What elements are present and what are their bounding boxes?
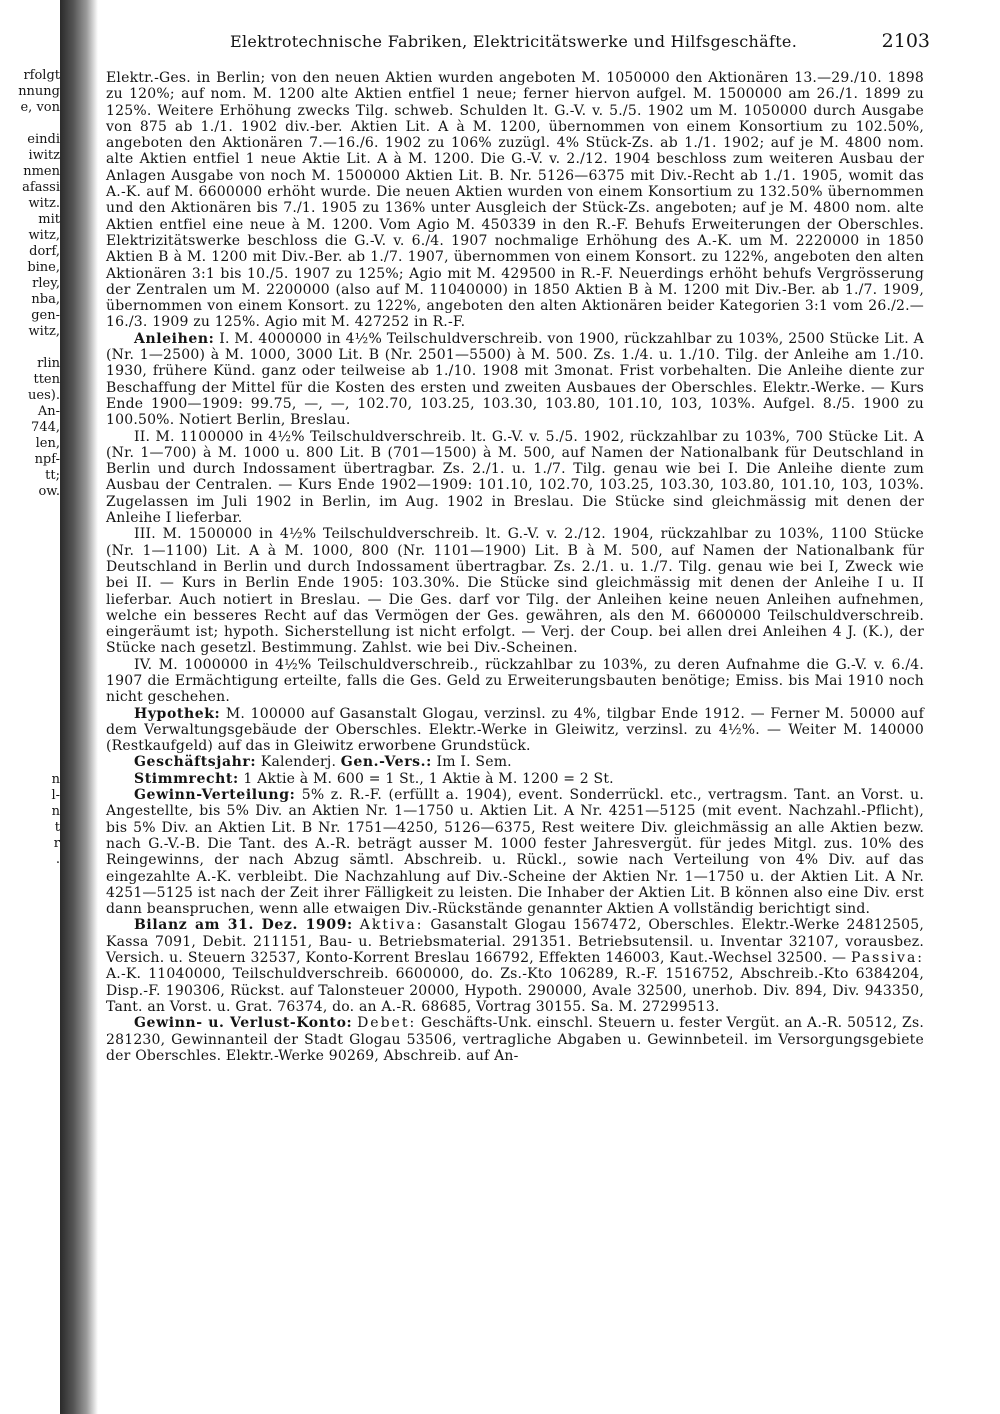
geschaeftsjahr-heading: Geschäftsjahr: [134,754,257,771]
margin-fragment: dorf, [29,244,60,259]
margin-fragment: An- [37,404,60,419]
gewinn-verteilung-text: 5% z. R.-F. (erfüllt a. 1904), event. Sonderrückl. etc., vertragsm. Tant. an Vorst. u. Angestellte, bis 5% Div. an Aktien Nr. 1—1750 u. Aktien Lit. A Nr. 4251—5125 (mit event. Nachzahl.-Pflicht), bis 5% Div. an Aktien Lit. B Nr. 1751—4250, 5126—6375, Rest weitere Div. gleichmässig an alle Aktien bezw. nach G.-V.-B. Die Tant. des A.-R. beträgt ausser M. 1000 fester Jahresvergüt. für jedes Mitgl. zus. 10% des Reingewinns, der nach Abzug sämtl. Abschreib. u. Rückl., sowie nach Verteilung von 4% Div. auf das eingezahlte A.-K. verbleibt. Die Nachzahlung auf Div.-Scheine der Aktien Nr. 1—1750 u. der Aktien Lit. A Nr. 4251—5125 ist nach der Zeit ihrer Fälligkeit zu leisten. Die Inhaber der Aktien Lit. B können also eine Div. erst dann beanspruchen, wenn alle etwaigen Div.-Rückstände genannter Aktien A vollständig berichtigt sind. [106,787,924,918]
margin-fragment [0,676,60,692]
book-gutter-shadow [60,0,98,1414]
margin-fragment [0,628,60,644]
margin-fragment [0,516,60,532]
stimmrecht-heading: Stimmrecht: [134,770,239,787]
margin-fragment [0,740,60,756]
margin-fragment [0,532,60,548]
bilanz-paragraph [106,917,924,1015]
bilanz-passiva-text: A.-K. 11040000, Teilschuldverschreib. 6600000, do. Zs.-Kto 106289, R.-F. 1516752, Abschreib.-Kto 6384204, Disp.-F. 190306, Rückst. auf Talonsteuer 20000, Hypoth. 290000, Avale 32500, unerhob. Div. 894, Div. 943350, Tant. an Vorst. u. Grat. 76374, do. an A.-R. 68685, Vortrag 30155. Sa. M. 27299513. [106,966,924,1015]
margin-fragment: l- [51,788,60,803]
bilanz-heading: Bilanz am 31. Dez. 1909: [134,917,353,934]
anleihe-2-paragraph: II. M. 1100000 in 4½% Teilschuldverschreib. lt. G.-V. v. 5./5. 1902, rückzahlbar zu 103%, 700 Stücke Lit. A (Nr. 1—700) à M. 1000 u. 800 Lit. B (701—1500) à M. 500, auf Namen der Nationalbank für Deutschland in Berlin und durch Indossament übertragbar. Zs. 2./1. u. 1./7. Tilg. genau wie bei I. Die Anleihe diente zum Ausbau der Centralen. — Kurs Ende 1902—1909: 101.10, 102.70, 103.25, 103.30, 103.80, 101.10, 103, 103%. Zugelassen im Juli 1902 in Berlin, im Aug. 1902 in Breslau. Die Stücke sind gleichmässig mit denen der Anleihe I lieferbar. [106,428,924,527]
margin-fragment: bine, [27,260,60,275]
geschaeftsjahr-text: Kalenderj. [260,754,337,771]
margin-fragment [0,564,60,580]
margin-fragment [0,724,60,740]
gewinn-verlust-heading: Gewinn- u. Verlust-Konto: [134,1015,353,1032]
running-title: Elektrotechnische Fabriken, Elektricitätswerke und Hilfsgeschäfte. [230,32,798,51]
margin-fragment: gen- [31,308,60,323]
previous-page-margin [0,68,60,868]
margin-fragment: tt; [45,468,60,483]
margin-fragment: npf- [34,452,60,467]
margin-fragment: witz. [28,196,60,211]
margin-fragment: afassi [22,180,60,195]
anleihe-3-paragraph: III. M. 1500000 in 4½% Teilschuldverschreib. lt. G.-V. v. 2./12. 1904, rückzahlbar zu 103%, 1100 Stücke (Nr. 1—1100) Lit. A à M. 1000, 800 (Nr. 1101—1900) Lit. B à M. 500, auf Namen der Nationalbank für Deutschland in Berlin und durch Indossament übertragbar. Zs. 2./1. u. 1./7. Tilg. genau wie bei I, Zweck wie bei II. — Kurs in Berlin Ende 1905: 103.30%. Die Stücke sind gleichmässig mit denen der Anleihe I u. II lieferbar. Auch notiert in Breslau. — Die Ges. darf vor Tilg. der Anleihen keine neuen Anleihen aufnehmen, welche ein besseres Recht auf das Vermögen der Ges. gewähren, als den M. 6600000 Teilschuldverschreib. eingeräumt ist; hypoth. Sicherstellung ist nicht erfolgt. — Verj. der Coup. bei allen drei Anleihen 4 J. (K.), der Stücke nach gesetzl. Bestimmung. Zahlst. wie bei Div.-Scheinen. [106,526,924,657]
margin-fragment: rfolgt [23,68,60,83]
genvers-text: Im I. Sem. [436,754,512,771]
margin-fragment [0,580,60,596]
bilanz-aktiva-text: Gasanstalt Glogau 1567472, Oberschles. Elektr.-Werke 24812505, Kassa 7091, Debit. 211151, Bau- u. Betriebsmaterial. 291351. Betriebsutensil. u. Inventar 32107, vorausbez. Versich. u. Steuern 32537, Konto-Korrent Breslau 166792, Effekten 146003, Kaut.-Wechsel 32500. — [106,917,924,967]
page-body [106,70,924,1064]
margin-fragment: len, [35,436,60,451]
margin-fragment [0,612,60,628]
margin-fragment [0,708,60,724]
margin-fragment [0,596,60,612]
margin-fragment [0,692,60,708]
margin-fragment: nmen [23,164,60,179]
capital-history-paragraph: Elektr.-Ges. in Berlin; von den neuen Aktien wurden angeboten M. 1050000 den Aktionären 13.—29./10. 1898 zu 120%; auf nom. M. 1200 alte Aktien entfiel 1 neue; ferner hiervon aufgel. M. 1500000 am 26./1. 1899 zu 125%. Weitere Erhöhung zwecks Tilg. schweb. Schulden lt. G.-V. v. 5./5. 1902 um M. 1050000 durch Ausgabe von 875 ab 1./1. 1902 div.-ber. Aktien Lit. A à M. 1200, übernommen von einem Konsortium zu 102.50%, angeboten den Aktionären 7.—16./6. 1902 zu 106% zuzügl. 4% Stück-Zs. ab 1./1. 1902; auf je M. 4800 nom. alte Aktien entfiel 1 neue Aktie Lit. A à M. 1200. Die G.-V. v. 2./12. 1904 beschloss zum weiteren Ausbau der Anlagen Ausgabe von noch M. 1500000 Aktien Lit. B. Nr. 5126—6375 mit Div.-Recht ab 1./1. 1905, womit das A.-K. auf M. 6600000 erhöht wurde. Die neuen Aktien wurden von einem Konsortium zu 132.50% übernommen und den Aktionären bis 7./1. 1905 zu 136% unter Ausgleich der Stück-Zs. angeboten; auf je M. 4800 nom. alte Aktien entfiel eine neue à M. 1200. Vom Agio M. 450339 in den R.-F. Behufs Erweiterungen der Oberschles. Elektrizitätswerke beschloss die G.-V. v. 6./4. 1907 nochmalige Erhöhung des A.-K. um M. 2220000 in 1850 Aktien B à M. 1200 mit Div.-Ber. ab 1./7. 1907, übernommen von einem Konsort. zu 122%, angeboten den alten Aktionären 3:1 bis 10./5. 1907 zu 125%; Agio mit M. 429500 in R.-F. Neuerdings erhöht behufs Vergrösserung der Zentralen um M. 2200000 (also auf M. 11040000) in 1850 Aktien B à M. 1200 mit Div.-Ber. ab 1./7. 1909, übernommen von einem Konsort. zu 122%, angeboten den alten Aktionären beider Kategorien 3:1 vom 26./2.—16./3. 1909 zu 125%. Agio mit M. 427252 in R.-F. [106,70,924,331]
hypothek-text: M. 100000 auf Gasanstalt Glogau, verzinsl. zu 4%, tilgbar Ende 1912. — Ferner M. 50000 auf dem Verwaltungsgebäude der Oberschles. Elektr.-Werke in Gleiwitz, verzinsl. zu 4½%. — Weiter M. 140000 (Restkaufgeld) auf das in Gleiwitz erworbene Grundstück. [106,705,924,755]
margin-fragment: mit [38,212,60,227]
margin-fragment [0,548,60,564]
passiva-label: Passiva: [851,950,925,967]
margin-fragment: 744, [31,420,60,435]
margin-fragment: n [51,772,60,787]
anleihen-heading: Anleihen: [134,330,215,347]
margin-fragment: nnung [18,84,60,99]
margin-fragment: r [53,836,60,851]
margin-fragment: iwitz [28,148,60,163]
margin-fragment: eindi [27,132,60,147]
margin-fragment: t [54,820,60,835]
margin-fragment [0,644,60,660]
margin-fragment [0,500,60,516]
debet-label: Debet: [357,1015,417,1032]
genvers-heading: Gen.-Vers.: [340,754,432,771]
page-header [230,32,930,56]
margin-fragment: ow. [38,484,60,499]
margin-fragment: e, von [20,100,60,115]
gewinn-verlust-text: Geschäfts-Unk. einschl. Steuern u. fester Vergüt. an A.-R. 50512, Zs. 281230, Gewinnanteil der Stadt Glogau 53506, vertragliche Abgaben u. Gewinnbeteil. im Versorgungsgebiete der Oberschles. Elektr.-Werke 90269, Abschreib. auf An- [106,1015,924,1064]
page-number: 2103 [881,30,930,52]
stimmrecht-paragraph [106,771,924,787]
margin-fragment [0,340,60,356]
anleihe-4-paragraph: IV. M. 1000000 in 4½% Teilschuldverschreib., rückzahlbar zu 103%, zu deren Aufnahme die G.-V. v. 6./4. 1907 die Ermächtigung erteilte, falls die Ges. Geld zu Erweiterungsbauten benötige; Emiss. bis Mai 1910 noch nicht geschehen. [106,656,924,706]
margin-fragment: nba, [31,292,60,307]
margin-fragment: rlin [37,356,60,371]
stimmrecht-text: 1 Aktie à M. 600 = 1 St., 1 Aktie à M. 1200 = 2 St. [243,770,614,787]
margin-fragment [0,116,60,132]
hypothek-paragraph [106,706,924,755]
margin-fragment: ues). [28,388,60,403]
margin-fragment: n [51,804,60,819]
margin-fragment: . [55,852,60,867]
hypothek-heading: Hypothek: [134,705,221,722]
margin-fragment: tten [33,372,60,387]
gewinn-verteilung-heading: Gewinn-Verteilung: [134,787,296,804]
margin-fragment [0,756,60,772]
margin-fragment [0,660,60,676]
margin-fragment: witz, [28,324,60,339]
gewinn-verteilung-paragraph [106,787,924,917]
geschaeftsjahr-paragraph [106,754,924,770]
margin-fragment: witz, [28,228,60,243]
gewinn-verlust-paragraph [106,1015,924,1064]
margin-fragment: rley, [32,276,60,291]
anleihen-paragraph [106,331,924,429]
anleihe-1-text: I. M. 4000000 in 4½% Teilschuldverschreib. von 1900, rückzahlbar zu 103%, 2500 Stücke Lit. A (Nr. 1—2500) à M. 1000, 3000 Lit. B (Nr. 2501—5500) à M. 500. Zs. 1./4. u. 1./10. Tilg. der Anleihe am 1./10. 1930, frühere Künd. ganz oder teilweise ab 1./10. 1908 mit 3monat. Frist vorbehalten. Die Anleihe diente zur Beschaffung der Mittel für die Kosten des ersten und zweiten Ausbaues der Oberschles. Elektr.-Werke. — Kurs Ende 1900—1909: 99.75, —, —, 102.70, 103.25, 103.30, 103.80, 101.10, 103, 103%. Aufgel. 8./5. 1900 zu 100.50%. Notiert Berlin, Breslau. [106,330,924,429]
aktiva-label: Aktiva: [359,917,424,934]
